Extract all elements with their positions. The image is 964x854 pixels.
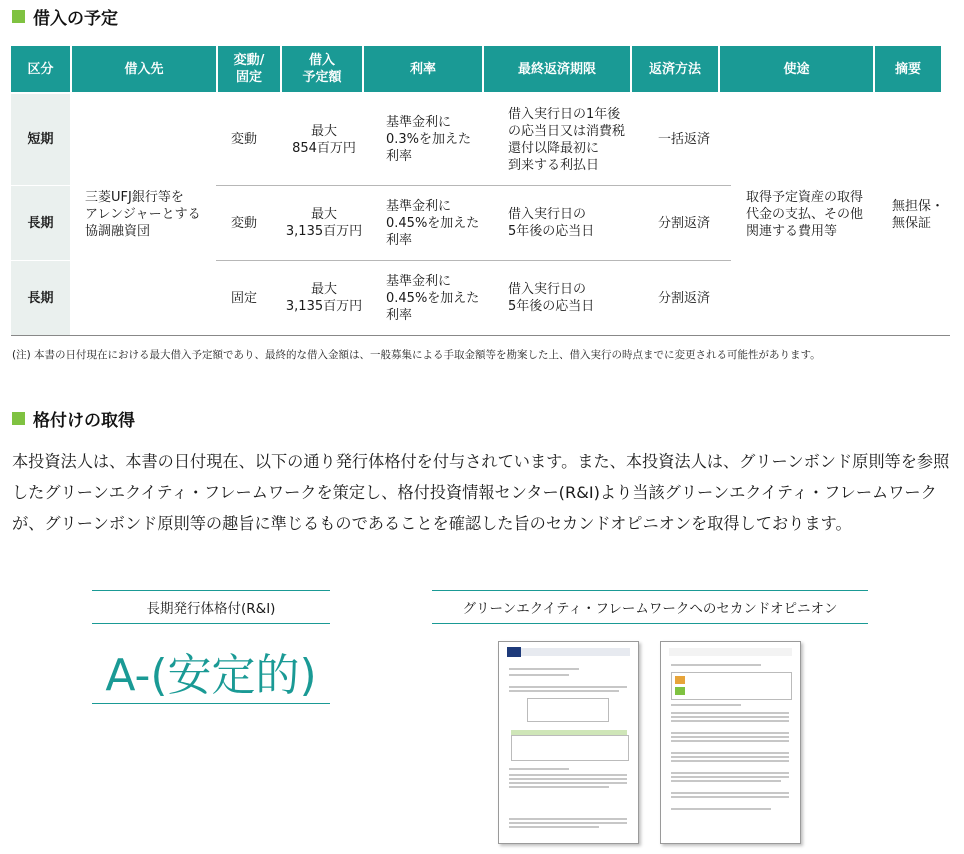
table-bottom-border [11,335,950,336]
amount-cell: 最大 3,135百万円 [285,207,363,239]
borrowing-table [11,46,950,323]
remarks-cell: 無担保・ 無保証 [892,198,945,231]
header-cell: 利率 [364,46,482,92]
section-title-text: 借入の予定 [33,9,118,29]
section-title-text: 格付けの取得 [33,411,135,431]
row-divider [216,260,731,261]
second-opinion-page-thumbnail [498,641,639,844]
header-cell: 摘要 [875,46,941,92]
interest-cell: 基準金利に 0.3%を加えた 利率 [386,115,472,164]
amount-cell: 最大 854百万円 [292,123,356,156]
kubun-cell: 短期 [11,94,70,185]
header-cell: 最終返済期限 [484,46,630,92]
kubun-cell: 長期 [11,261,70,335]
deadline-cell: 借入実行日の 5年後の応当日 [508,207,595,239]
rate-type-cell: 変動 [231,132,258,147]
repayment-cell: 一括返済 [658,132,711,147]
section-square-icon [12,10,25,23]
second-opinion-label: グリーンエクイティ・フレームワークへのセカンドオピニオン [432,590,868,624]
ri-logo-icon [507,647,521,657]
table-header-row [11,46,950,92]
interest-cell: 基準金利に 0.45%を加えた 利率 [386,273,480,323]
header-cell: 借入 予定額 [282,46,362,92]
header-cell: 返済方法 [632,46,718,92]
rating-description: 本投資法人は、本書の日付現在、以下の通り発行体格付を付与されています。また、本投資法人は、グリーンボンド原則等を参照したグリーンエクイティ・フレームワークを策定し、格付投資情報センター(R&I)より当該グリーンエクイティ・フレームワークが、グリーンボンド原則等の趣旨に準じるものであることを確認した旨のセカンドオピニオンを取得しております。 [12,452,950,533]
header-cell: 使途 [720,46,873,92]
second-opinion-page-thumbnail [660,641,801,844]
deadline-cell: 借入実行日の1年後 の応当日又は消費税 還付以降最初に 到来する利払日 [508,106,626,173]
table-body [11,94,950,334]
rate-type-cell: 変動 [231,215,258,231]
header-cell: 借入先 [72,46,216,92]
rating-value: A-(安定的) [105,650,317,701]
header-cell: 変動/ 固定 [218,46,280,92]
purpose-cell: 取得予定資産の取得 代金の支払、その他 関連する費用等 [746,190,864,239]
repayment-cell: 分割返済 [658,290,711,306]
section-title-rating [12,406,135,431]
interest-cell: 基準金利に 0.45%を加えた 利率 [386,198,480,248]
section-title-borrowing [12,4,118,29]
row-divider [216,185,731,186]
deadline-cell: 借入実行日の 5年後の応当日 [508,282,595,314]
repayment-cell: 分割返済 [658,215,711,231]
amount-cell: 最大 3,135百万円 [285,282,363,314]
kubun-cell: 長期 [11,186,70,260]
lender-cell: 三菱UFJ銀行等を アレンジャーとする 協調融資団 [85,190,201,239]
header-cell: 区分 [11,46,70,92]
table-footnote: (注) 本書の日付現在における最大借入予定額であり、最終的な借入金額は、一般募集による手取金額等を勘案した上、借入実行の時点までに変更される可能性があります。 [12,349,821,361]
rating-underline [92,703,330,704]
rating-label: 長期発行体格付(R&I) [92,590,330,624]
section-square-icon [12,412,25,425]
rate-type-cell: 固定 [231,290,258,306]
